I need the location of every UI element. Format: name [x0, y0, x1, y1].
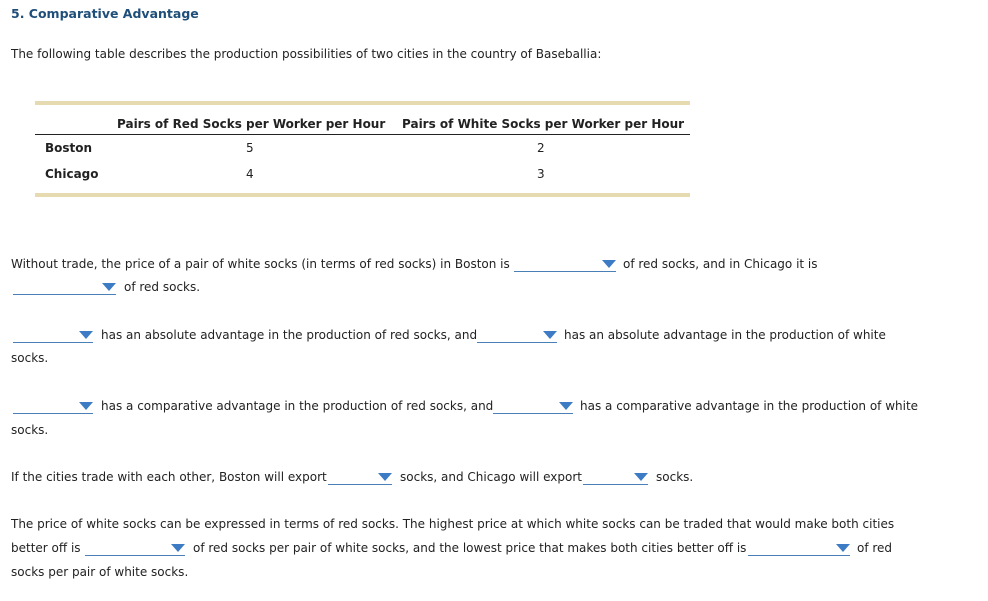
row-city-boston: Boston [45, 141, 93, 155]
caret-down-icon [171, 544, 185, 552]
table-top-bar [35, 101, 690, 105]
caret-down-icon [378, 473, 392, 481]
chicago-export-dropdown[interactable] [583, 470, 648, 485]
page-title: 5. Comparative Advantage [11, 6, 199, 21]
q5-line-1: The price of white socks can be expressed in terms of red socks. The highest price at which white socks can be traded that would make both cities [11, 517, 895, 531]
caret-down-icon [559, 402, 573, 410]
caret-down-icon [102, 283, 116, 291]
absolute-white-dropdown[interactable] [477, 328, 557, 343]
q5-line-3: socks per pair of white socks. [11, 565, 189, 579]
cell-boston-red: 5 [246, 141, 254, 155]
q1-text-2: of red socks, and in Chicago it is [623, 257, 818, 271]
caret-down-icon [79, 331, 93, 339]
table-header-rule [35, 134, 690, 135]
highest-price-dropdown[interactable] [85, 541, 185, 556]
q1-text-3: of red socks. [124, 280, 201, 294]
q1-text-1: Without trade, the price of a pair of white socks (in terms of red socks) in Boston is [11, 257, 510, 271]
caret-down-icon [79, 402, 93, 410]
chicago-price-dropdown[interactable] [13, 280, 116, 295]
q4-text-2: socks, and Chicago will export [400, 470, 582, 484]
intro-text: The following table describes the production possibilities of two cities in the country of Baseballia: [11, 47, 602, 61]
q5-text-3: of red [857, 541, 893, 555]
col-header-white: Pairs of White Socks per Worker per Hour [402, 117, 685, 131]
q2-text-2: has an absolute advantage in the production of white [564, 328, 886, 342]
col-header-red: Pairs of Red Socks per Worker per Hour [117, 117, 386, 131]
q2-text-3: socks. [11, 351, 49, 365]
cell-chicago-white: 3 [537, 167, 545, 181]
q2-text-1: has an absolute advantage in the production of red socks, and [101, 328, 478, 342]
lowest-price-dropdown[interactable] [748, 541, 850, 556]
q5-text-2: of red socks per pair of white socks, and the lowest price that makes both cities better off is [193, 541, 747, 555]
cell-boston-white: 2 [537, 141, 545, 155]
q3-text-2: has a comparative advantage in the production of white [580, 399, 919, 413]
boston-export-dropdown[interactable] [328, 470, 392, 485]
caret-down-icon [543, 331, 557, 339]
q4-text-3: socks. [656, 470, 694, 484]
cell-chicago-red: 4 [246, 167, 254, 181]
row-city-chicago: Chicago [45, 167, 99, 181]
q4-text-1: If the cities trade with each other, Boston will export [11, 470, 327, 484]
boston-price-dropdown[interactable] [514, 257, 616, 272]
caret-down-icon [634, 473, 648, 481]
comparative-white-dropdown[interactable] [493, 399, 573, 414]
table-bottom-bar [35, 193, 690, 197]
q3-text-3: socks. [11, 423, 49, 437]
comparative-red-dropdown[interactable] [13, 399, 93, 414]
caret-down-icon [602, 260, 616, 268]
absolute-red-dropdown[interactable] [13, 328, 93, 343]
caret-down-icon [836, 544, 850, 552]
q5-text-1: better off is [11, 541, 81, 555]
q3-text-1: has a comparative advantage in the production of red socks, and [101, 399, 494, 413]
